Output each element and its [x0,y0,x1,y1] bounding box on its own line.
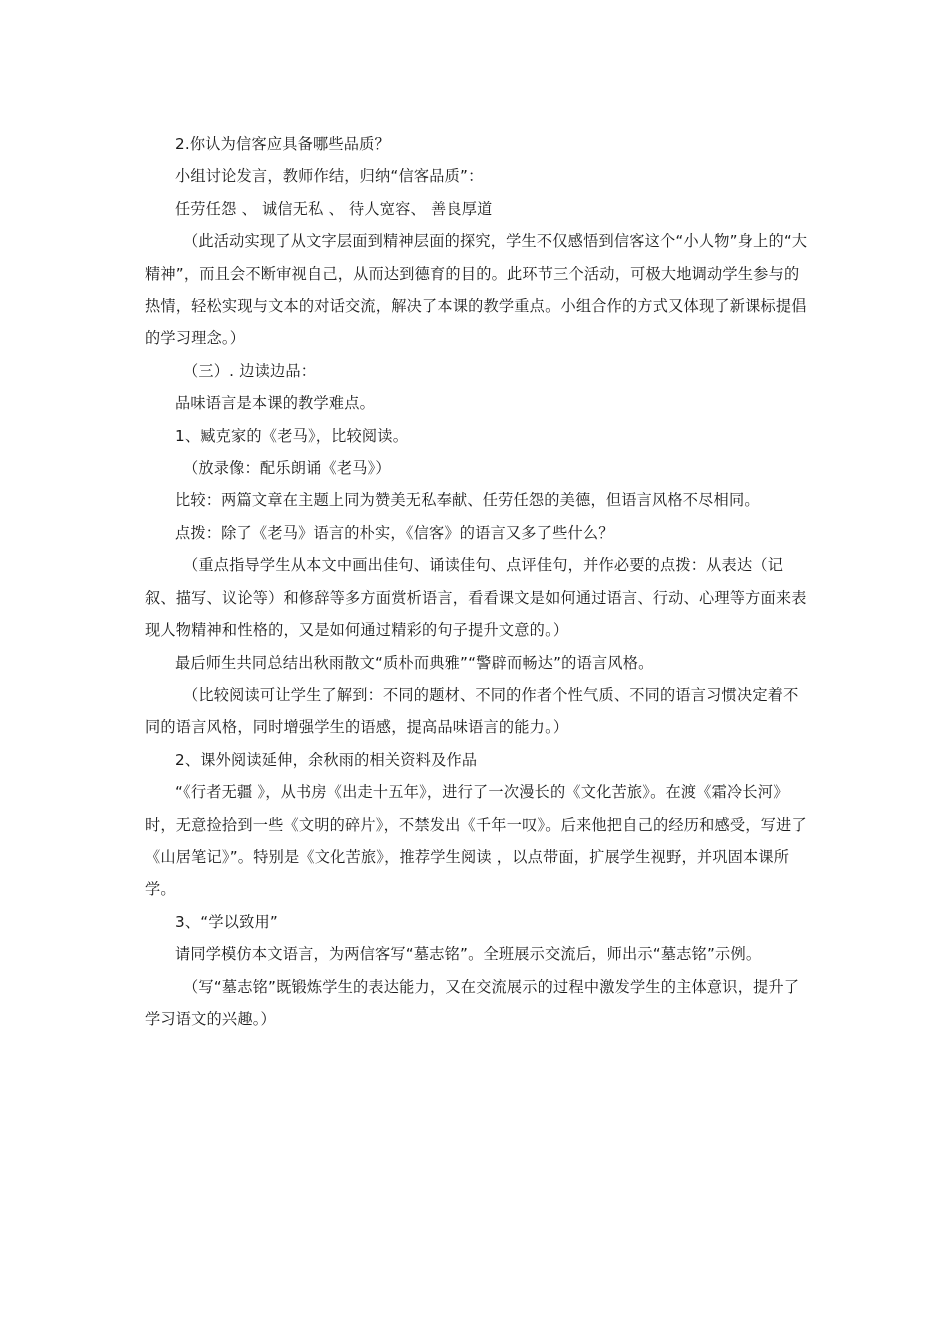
works-quote: “《行者无疆 》，从书房《出走十五年》，进行了一次漫长的《文化苦旅》。在渡《霜冷长河》时，无意捡拾到一些《文明的碎片》，不禁发出《千年一叹》。后来他把自己的经历和感受，写进了《山居笔记》”。特别是《文化苦旅》，推荐学生阅读 ，以点带面，扩展学生视野，并巩固本课所学。 [145,783,807,899]
epitaph-note: （写“墓志铭”既锻炼学生的表达能力，又在交流展示的过程中激发学生的主体意识，提升了学习语文的兴趣。） [145,977,800,1028]
group-discussion: 小组讨论发言，教师作结，归纳“信客品质”： [175,167,484,186]
document-body [145,128,810,1035]
section-heading-3: （三）. 边读边品： [183,361,317,380]
comparison-note: （比较阅读可让学生了解到：不同的题材、不同的作者个性气质、不同的语言习惯决定着不同的语言风格，同时增强学生的语感，提高品味语言的能力。） [145,685,799,737]
video-note: （放录像：配乐朗诵《老马》） [183,459,391,478]
difficulty-statement: 品味语言是本课的教学难点。 [175,394,376,413]
comparison-text: 比较：两篇文章在主题上同为赞美无私奉献、任劳任怨的美德，但语言风格不尽相同。 [175,491,760,510]
summary-style: 最后师生共同总结出秋雨散文“质朴而典雅”“警辟而畅达”的语言风格。 [175,653,654,672]
activity-note: （此活动实现了从文字层面到精神层面的探究，学生不仅感悟到信客这个“小人物”身上的“大精神”，而且会不断审视自己，从而达到德育的目的。此环节三个活动，可极大地调动学生参与的热情，轻松实现与文本的对话交流，解决了本课的教学重点。小组合作的方式又体现了新课标提倡的学习理念。） [145,232,808,348]
guidance-note: （重点指导学生从本文中画出佳句、诵读佳句、点评佳句，并作必要的点拨：从表达（记叙、描写、议论等）和修辞等多方面赏析语言，看看课文是如何通过语言、行动、心理等方面来表现人物精神和性格的，又是如何通过精彩的句子提升文意的。） [145,556,807,640]
guidance-question: 点拨：除了《老马》语言的朴实，《信客》的语言又多了些什么？ [175,523,614,542]
epitaph-task: 请同学模仿本文语言，为两信客写“墓志铭”。全班展示交流后，师出示“墓志铭”示例。 [175,945,762,964]
question-2: 2.你认为信客应具备哪些品质？ [175,135,390,153]
item-1-comparison: 1、臧克家的《老马》，比较阅读。 [175,426,409,445]
qualities-list: 任劳任怨 、 诚信无私 、 待人宽容、 善良厚道 [175,199,493,218]
item-3-application: 3、“学以致用” [175,912,278,931]
item-2-extension: 2、课外阅读延伸，余秋雨的相关资料及作品 [175,750,478,769]
